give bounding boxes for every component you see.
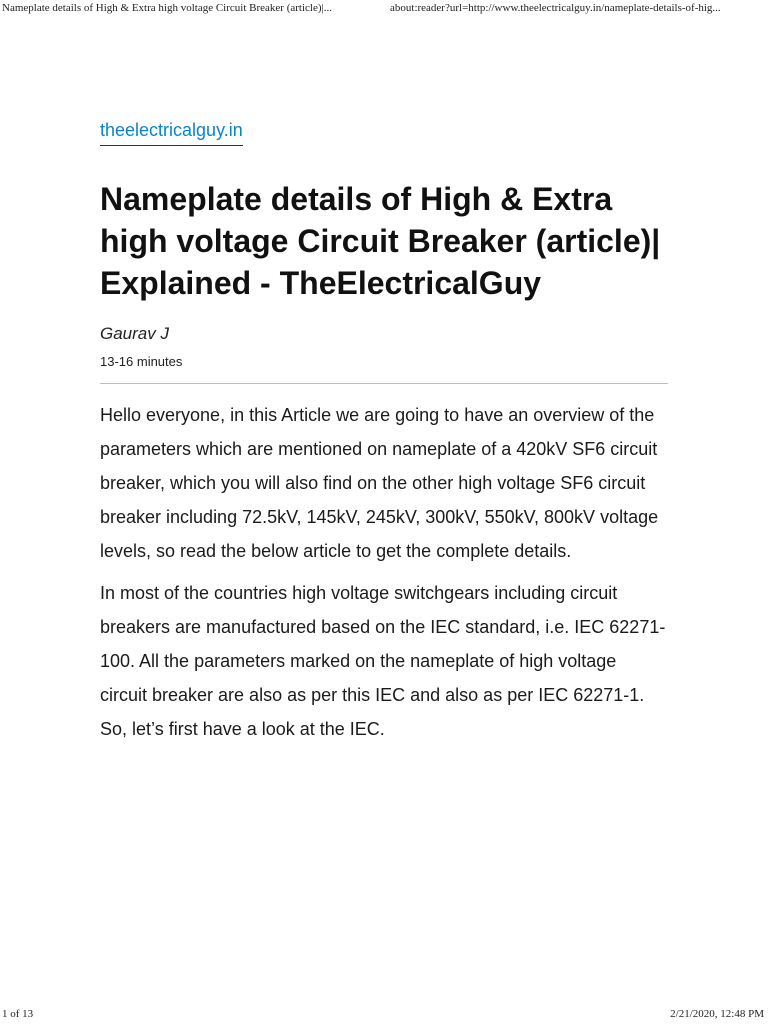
divider [100, 383, 668, 384]
print-datetime: 2/21/2020, 12:48 PM [670, 1008, 764, 1020]
print-footer [0, 1008, 768, 1024]
page-number: 1 of 13 [2, 1008, 34, 1020]
article-paragraph: Hello everyone, in this Article we are going to have an overview of the parameters which are mentioned on nameplate of a 420kV SF6 circuit breaker, which you will also find on the other high voltage SF6 circuit breaker including 72.5kV, 145kV, 245kV, 300kV, 550kV, 800kV voltage levels, so read the below article to get the complete details. [100, 405, 659, 561]
reader-article [100, 117, 668, 746]
print-header-url: about:reader?url=http://www.theelectricalguy.in/nameplate-details-of-hig... [390, 2, 721, 14]
article-author: Gaurav J [100, 324, 169, 343]
reading-time: 13-16 minutes [100, 354, 183, 369]
print-header [0, 0, 768, 20]
print-header-title: Nameplate details of High & Extra high voltage Circuit Breaker (article)|... [2, 2, 332, 14]
site-link[interactable]: theelectricalguy.in [100, 117, 243, 146]
article-paragraph: In most of the countries high voltage switchgears including circuit breakers are manufactured based on the IEC standard, i.e. IEC 62271-100. All the parameters marked on the nameplate of high voltage circuit breaker are also as per this IEC and also as per IEC 62271-1. So, let’s first have a look at the IEC. [100, 583, 666, 739]
article-title: Nameplate details of High & Extra high voltage Circuit Breaker (article)| Explained - TheElectricalGuy [100, 181, 661, 301]
